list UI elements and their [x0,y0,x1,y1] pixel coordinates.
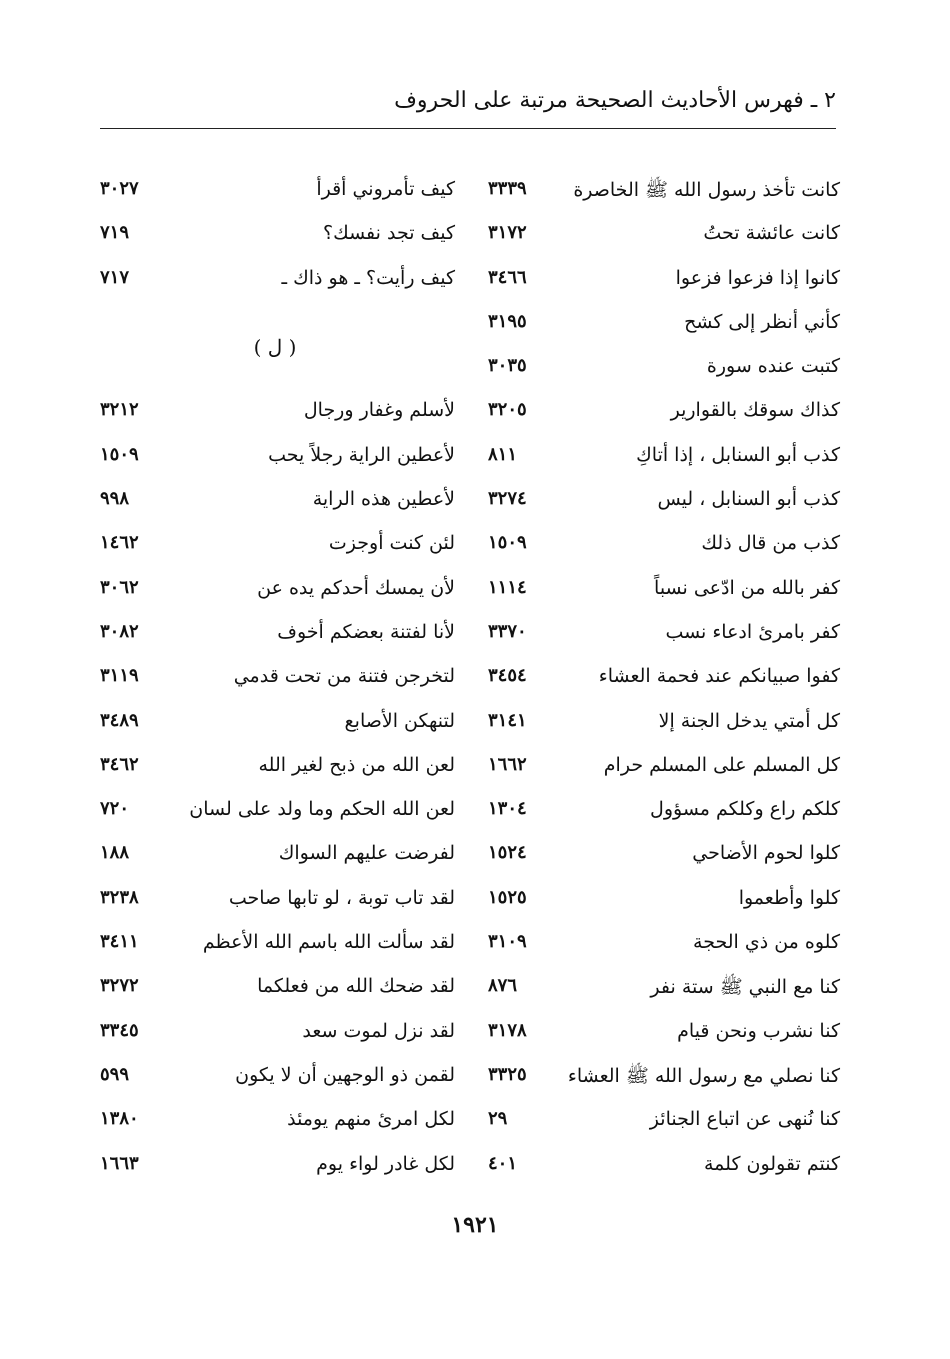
entry-text: كذب أبو السنابل ، إذا أتاكِ [636,443,840,466]
entry-number: ١٥٠٩ [100,443,139,465]
entry-text: كلكم راع وكلكم مسؤول [650,798,840,821]
index-entry [470,393,840,437]
entry-text: كيف تأمروني أقرأ [316,178,455,200]
entry-text: كنتم تقولون كلمة [703,1152,840,1175]
entry-text: لقد سألت الله باسم الله الأعظم [202,931,455,954]
entry-text: كنا نشرب ونحن قيام [677,1019,840,1042]
entry-number: ٣٤٦٦ [488,266,527,288]
entry-text: لكل غادر لواء يوم [316,1152,455,1175]
entry-number: ٧١٧ [100,266,130,288]
entry-text: كل أمتي يدخل الجنة إلا [658,709,840,732]
entry-number: ١٨٨ [100,842,130,864]
entry-text: لفرضت عليهم السواك [278,842,455,865]
entry-number: ٤٠١ [488,1152,518,1174]
index-entry [470,615,840,659]
entry-number: ٣٣٤٥ [100,1019,139,1041]
index-entry [470,748,840,792]
entry-number: ٥٩٩ [100,1063,130,1085]
entry-number: ٣٠٢٧ [100,178,139,199]
index-entry [470,925,840,969]
entry-number: ٧١٩ [100,222,130,244]
index-column-right [470,172,840,1191]
index-entry [470,1147,840,1191]
entry-text: كفر بامرئ ادعاء نسب [665,620,840,643]
entry-text: لعن الله من ذبح لغير الله [258,753,455,776]
entry-number: ٣٠٦٢ [100,576,139,598]
index-entry [95,969,455,1013]
index-entry [95,836,455,880]
entry-number: ٣١٧٨ [488,1019,527,1041]
entry-text: لأعطين هذه الراية [312,488,455,511]
entry-text: لأعطين الراية رجلاً يحب [268,443,455,466]
page-header: ٢ ـ فهرس الأحاديث الصحيحة مرتبة على الحروف [394,88,836,113]
index-entry [95,172,455,216]
index-entry [95,216,455,260]
entry-text: كل المسلم على المسلم حرام [603,753,840,776]
index-entry [95,1058,455,1102]
index-entry [470,881,840,925]
entry-number: ٣٢٠٥ [488,399,527,421]
index-entry [470,571,840,615]
entry-text: كنا نصلي مع رسول الله ﷺ العشاء [567,1064,840,1087]
index-entry [95,1147,455,1191]
entry-number: ٣٠٨٢ [100,620,139,642]
index-entry [470,969,840,1013]
entry-text: لقد تاب توبة ، لو تابها صاحب [228,886,455,909]
entry-number: ٣٠٣٥ [488,355,527,377]
index-entry [95,482,455,526]
index-entry [95,393,455,437]
entry-text: كنا مع النبي ﷺ ستة نفر [650,976,840,999]
entry-text: لكل امرئ منهم يومئذ [287,1108,455,1131]
entry-number: ٣١٩٥ [488,310,527,332]
entry-number: ١٥٢٤ [488,842,527,864]
entry-text: كلوه من ذي الحجة [693,931,840,954]
header-divider [100,128,836,129]
entry-text: لقد ضحك الله من فعلكما [257,975,455,998]
index-entry [95,438,455,482]
index-entry [95,1102,455,1146]
entry-number: ٨١١ [488,443,518,465]
entry-text: كانوا إذا فزعوا فزعوا [675,266,840,289]
entry-text: لأن يمسك أحدكم يده عن [257,576,455,599]
entry-number: ٣١٤١ [488,709,527,731]
entry-number: ١٤٦٢ [100,532,139,554]
index-column-left [95,172,455,1191]
entry-text: كفر بالله من ادّعى نسباً [654,576,840,599]
entry-number: ١٣٨٠ [100,1108,139,1130]
index-entry [95,571,455,615]
entry-number: ٨٧٦ [488,975,518,997]
entry-text: لعن الله الحكم وما ولد على لسان [189,798,455,821]
entry-text: كذاك سوقك بالقوارير [670,399,840,422]
index-entry [470,438,840,482]
index-entry [95,704,455,748]
index-entry [470,482,840,526]
entry-text: لتنهكن الأصابع [344,709,455,732]
entry-text: كانت عائشة تحتُ [703,222,840,245]
entry-number: ٣١٠٩ [488,931,527,953]
entry-text: كذب أبو السنابل ، ليس [657,488,840,511]
entry-text: لئن كنت أوجزت [328,532,455,555]
entry-text: لتخرجن فتنة من تحت قدمي [233,665,455,688]
index-entry [95,659,455,703]
entry-number: ١٣٠٤ [488,798,527,820]
index-entry [470,349,840,393]
index-entry [470,1102,840,1146]
letter-section-heading: ( ل ) [253,335,297,359]
entry-text: كأني أنظر إلى كشح [684,310,840,333]
index-entry [95,792,455,836]
entry-number: ٧٢٠ [100,798,130,820]
entry-number: ٣٤٥٤ [488,665,527,687]
index-entry [470,792,840,836]
index-entry [470,659,840,703]
entry-text: كنا نُنهى عن اتباع الجنائز [649,1108,840,1131]
index-entry [470,526,840,570]
index-entry [470,261,840,305]
entry-number: ١٥٠٩ [488,532,527,554]
index-entry [95,526,455,570]
entry-number: ٩٩٨ [100,488,130,510]
index-entry [95,881,455,925]
entry-number: ١٦٦٣ [100,1152,139,1174]
index-entry [470,305,840,349]
index-entry [470,704,840,748]
entry-number: ٣١٧٢ [488,222,527,244]
entry-number: ٣٣٣٩ [488,178,527,199]
entry-text: لأنا لفتنة بعضكم أخوف [277,620,455,643]
entry-text: كيف تجد نفسك؟ [323,222,455,245]
entry-number: ٣٤٦٢ [100,753,139,775]
entry-text: كانت تأخذ رسول الله ﷺ الخاصرة [573,179,840,201]
entry-text: كتبت عنده سورة [706,355,840,378]
index-entry [470,172,840,216]
entry-text: كفوا صبيانكم عند فحمة العشاء [598,665,840,688]
index-entry [95,615,455,659]
entry-number: ٢٩ [488,1108,508,1130]
entry-number: ٣٣٢٥ [488,1063,527,1085]
entry-text: لأسلم وغفار ورجال [303,399,455,422]
index-entry [95,1014,455,1058]
entry-number: ٣٢٧٢ [100,975,139,997]
entry-text: كذب من قال ذلك [701,532,840,555]
index-entry [95,748,455,792]
entry-number: ١٥٢٥ [488,886,527,908]
entry-text: كلوا وأطعموا [738,886,840,909]
entry-number: ٣١١٩ [100,665,139,687]
index-entry [470,836,840,880]
page-number: ١٩٢١ [451,1212,499,1238]
entry-text: كلوا لحوم الأضاحي [692,842,840,865]
entry-number: ٣٣٧٠ [488,620,527,642]
entry-number: ١٦٦٢ [488,753,527,775]
entry-number: ٣٤٨٩ [100,709,139,731]
entry-number: ٣٢٧٤ [488,488,527,510]
index-entry [470,1014,840,1058]
entry-text: لقمن ذو الوجهين أن لا يكون [235,1063,455,1086]
index-entry [470,1058,840,1102]
entry-number: ٣٢٣٨ [100,886,139,908]
entry-text: لقد نزل لموت سعد [302,1019,455,1042]
index-entry [95,261,455,305]
index-entry [470,216,840,260]
entry-number: ٣٢١٢ [100,399,139,421]
entry-text: كيف رأيت؟ ـ هو ذاك ـ [281,266,455,289]
index-entry [95,925,455,969]
entry-number: ٣٤١١ [100,931,139,953]
entry-number: ١١١٤ [488,576,527,598]
